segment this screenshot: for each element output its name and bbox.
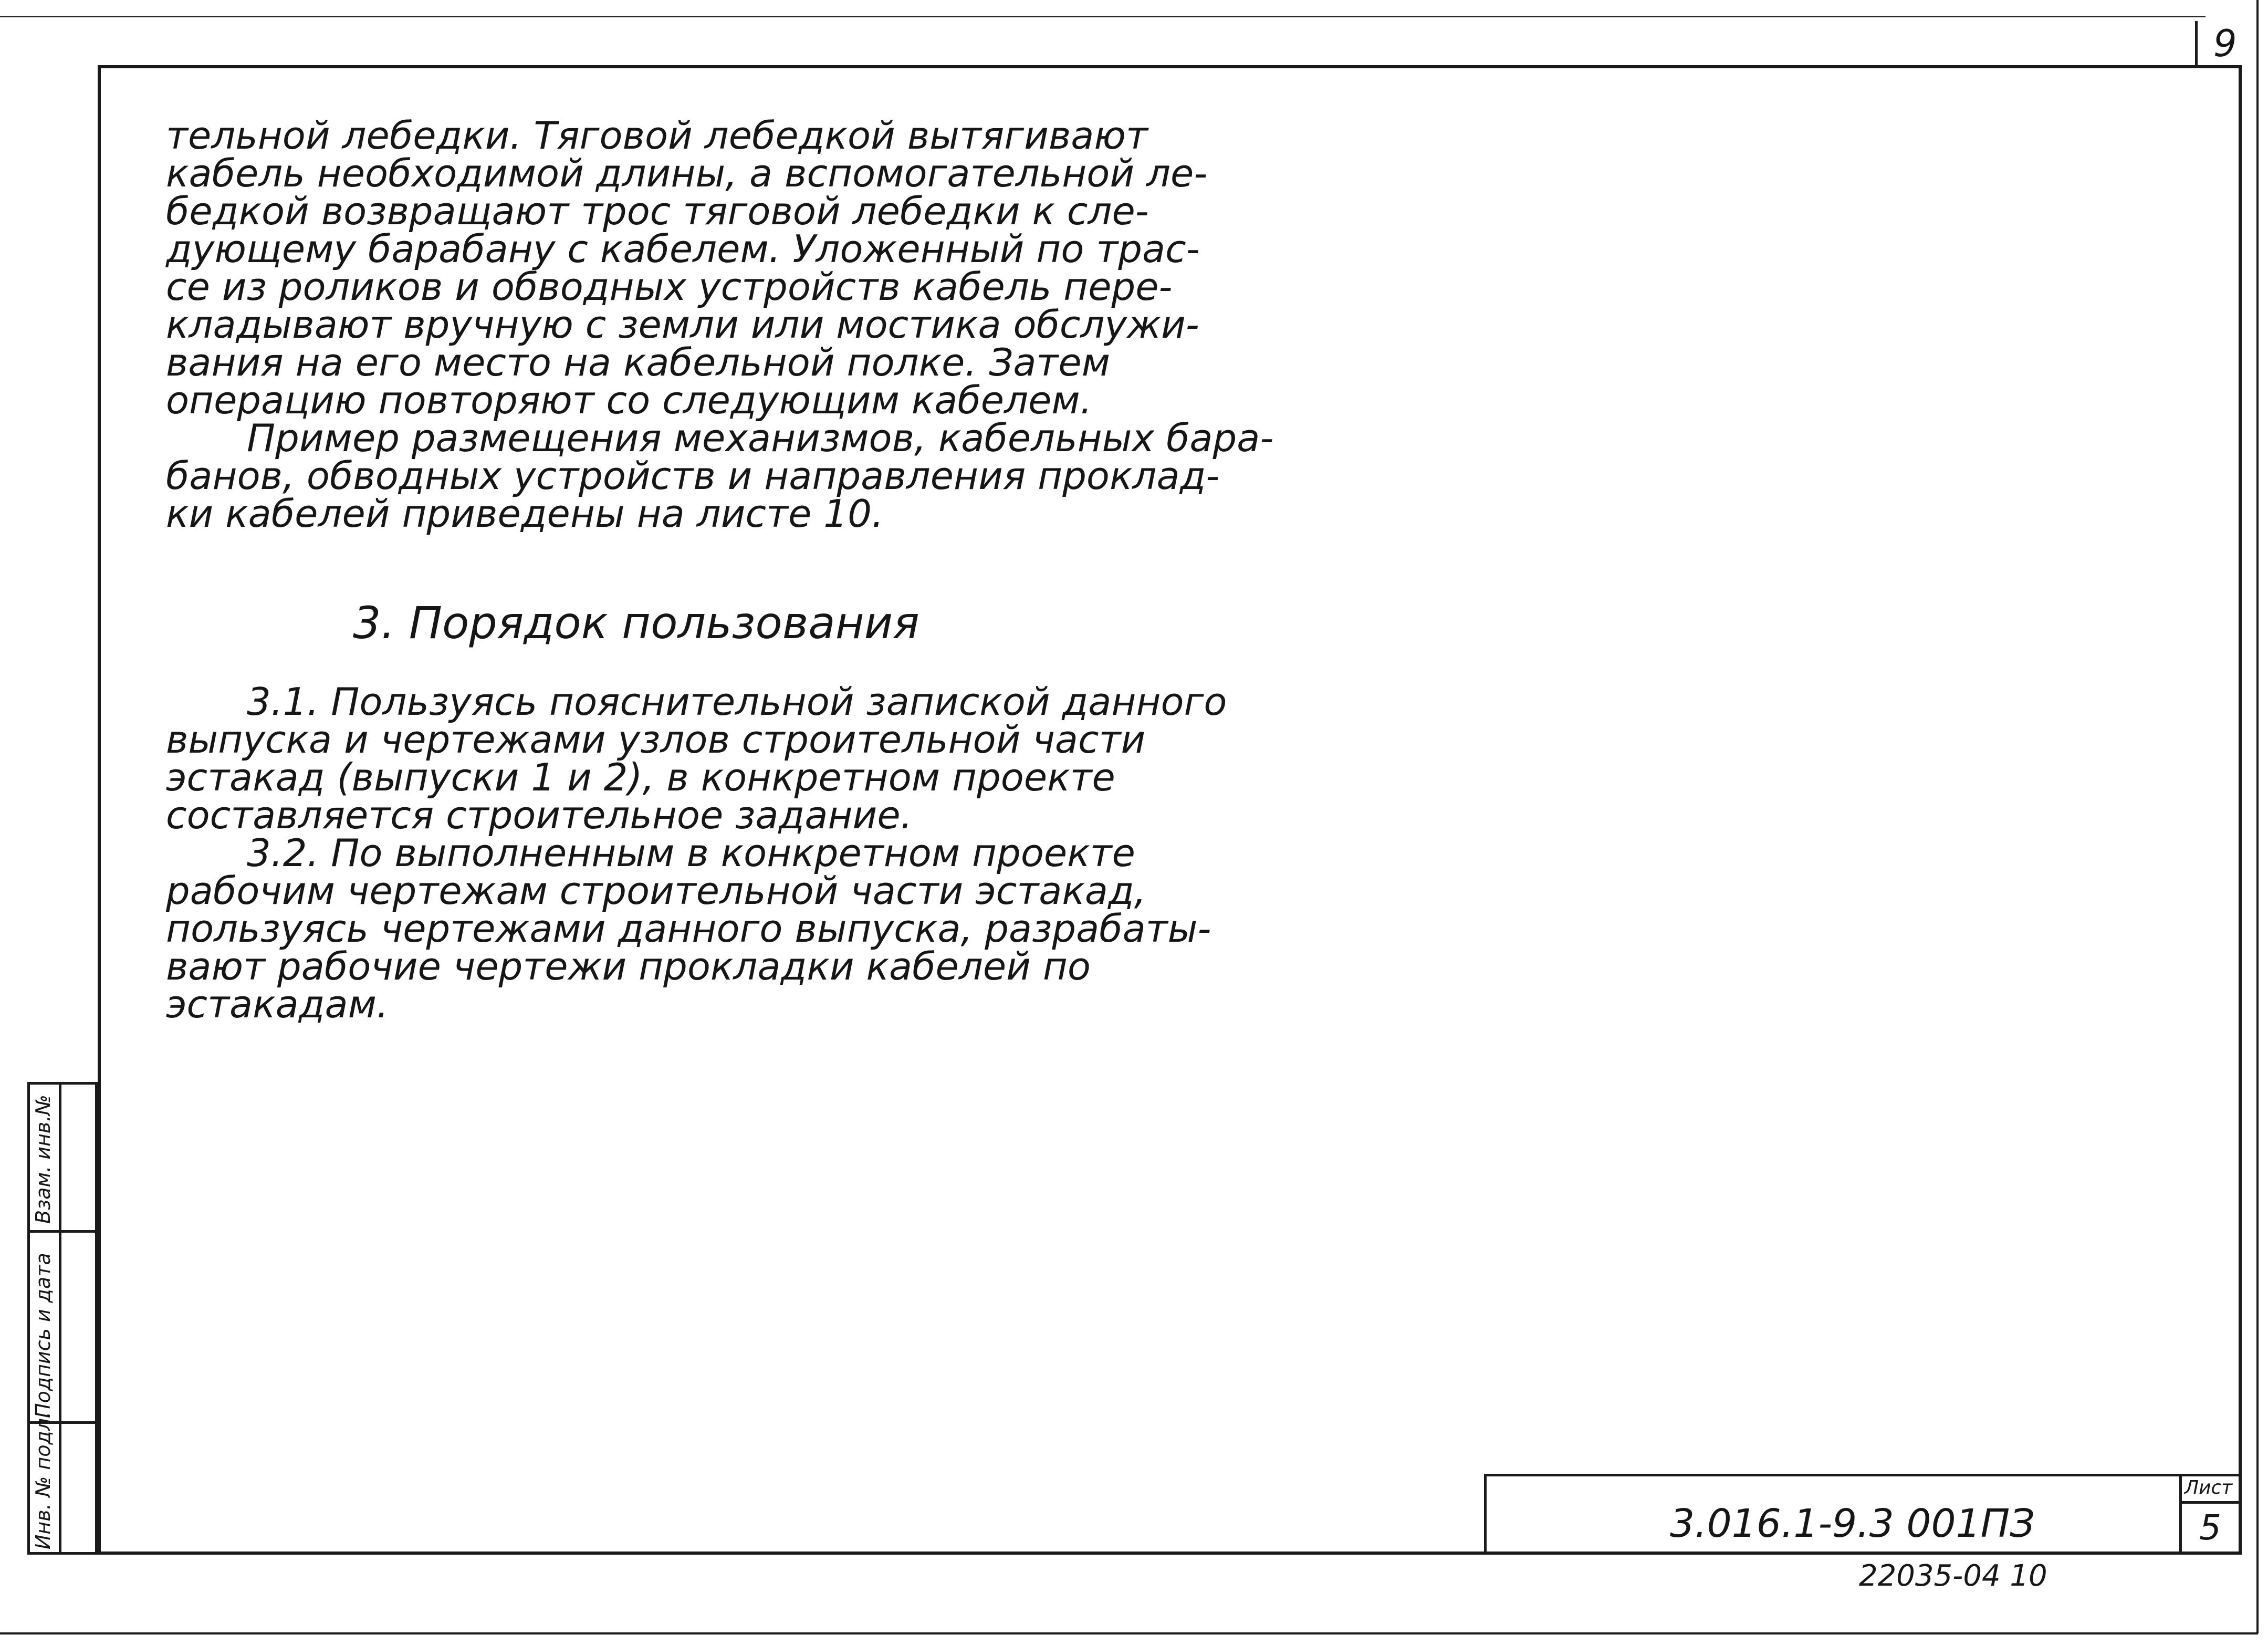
top-edge-line xyxy=(0,16,2206,17)
section-line: составляется строительное задание. xyxy=(166,793,913,837)
body-line: се из роликов и обводных устройств кабель пере- xyxy=(166,265,1173,309)
section-line: эстакад (выпуски 1 и 2), в конкретном проекте xyxy=(166,755,1115,799)
section-line: рабочим чертежам строительной части эстакад, xyxy=(166,869,1146,913)
title-block-sheet-divider xyxy=(2179,1501,2242,1504)
section-line: 3.1. Пользуясь пояснительной запиской данного xyxy=(247,680,1227,724)
body-line: кладывают вручную с земли или мостика обслужи- xyxy=(166,303,1199,347)
body-line: банов, обводных устройств и направления проклад- xyxy=(166,454,1220,498)
body-line: ки кабелей приведены на листе 10. xyxy=(166,492,884,536)
section-line: пользуясь чертежами данного выпуска, разрабаты- xyxy=(166,907,1211,951)
outer-right-line xyxy=(2256,0,2259,1633)
document-code: 3.016.1-9.3 001ПЗ xyxy=(1670,1501,2035,1546)
body-line: дующему барабану с кабелем. Уложенный по трас- xyxy=(166,227,1200,271)
section-line: вают рабочие чертежи прокладки кабелей по xyxy=(166,944,1091,988)
body-line: тельной лебедки. Тяговой лебедкой вытягивают xyxy=(166,113,1148,158)
body-line: Пример размещения механизмов, кабельных бара- xyxy=(247,416,1274,460)
body-line: вания на его место на кабельной полке. Затем xyxy=(166,340,1111,384)
strip-column-divider xyxy=(59,1082,61,1555)
sheet-label: Лист xyxy=(2185,1477,2233,1498)
strip-label-original-inv: Инв. № подл. xyxy=(32,1411,55,1549)
section-line: эстакадам. xyxy=(166,982,389,1026)
body-line: бедкой возвращают трос тяговой лебедки к сле- xyxy=(166,189,1149,233)
order-number: 22035-04 10 xyxy=(1859,1559,2047,1593)
outer-bottom-line xyxy=(0,1632,2258,1634)
strip-row-divider xyxy=(27,1230,98,1233)
sheet-number: 5 xyxy=(2199,1507,2221,1548)
section-line: 3.2. По выполненным в конкретном проекте xyxy=(247,831,1135,875)
strip-label-signature-date: Подпись и дата xyxy=(32,1253,55,1418)
section-heading: 3. Порядок пользования xyxy=(353,597,919,649)
body-line: операцию повторяют со следующим кабелем. xyxy=(166,378,1092,422)
body-line: кабель необходимой длины, а вспомогательной ле- xyxy=(166,151,1208,195)
section-line: выпуска и чертежами узлов строительной части xyxy=(166,717,1146,762)
strip-label-replacement-inv: Взам. инв.№ xyxy=(32,1095,55,1224)
page-number: 9 xyxy=(2213,22,2237,65)
